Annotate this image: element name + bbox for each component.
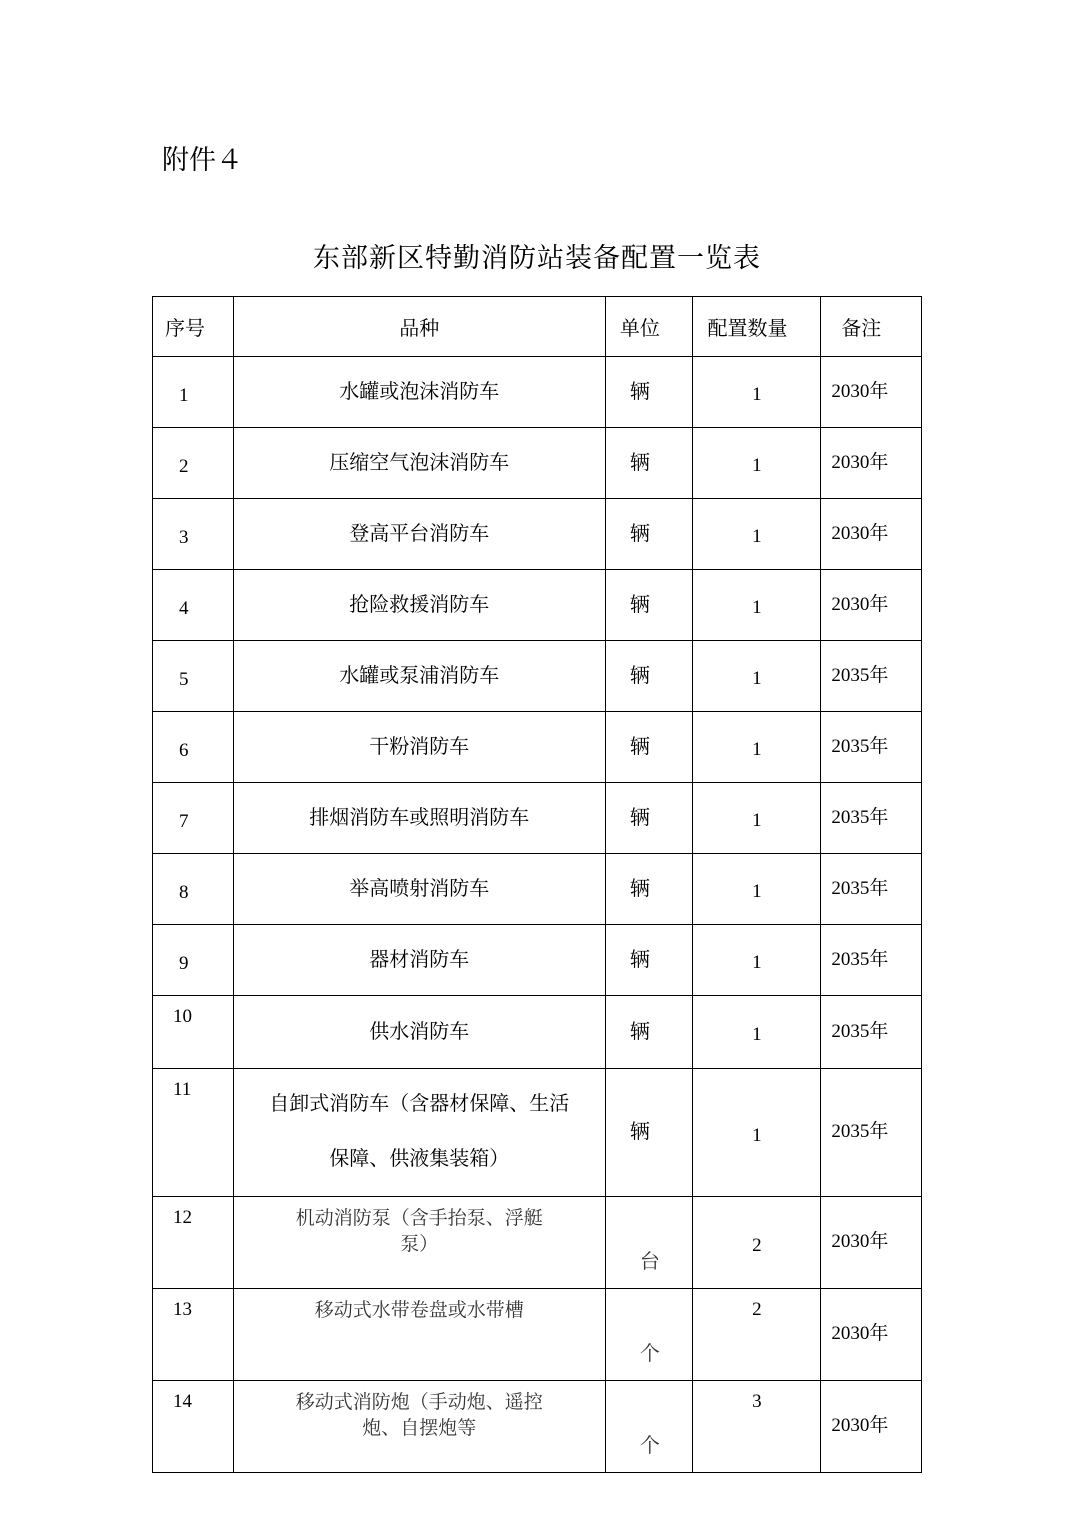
row-unit: 辆	[605, 1069, 693, 1197]
row-no: 11	[153, 1069, 234, 1197]
table-row	[153, 570, 922, 641]
row-name-line: 保障、供液集装箱）	[329, 1145, 510, 1170]
table-row	[153, 1069, 922, 1197]
table-row	[153, 357, 922, 428]
table-row	[153, 925, 922, 996]
row-unit: 辆	[605, 925, 693, 996]
row-note: 2035年	[821, 641, 922, 712]
row-qty: 1	[693, 641, 821, 712]
row-note: 2030年	[821, 1381, 922, 1473]
row-qty: 1	[693, 925, 821, 996]
row-no: 13	[153, 1289, 234, 1381]
row-note: 2030年	[821, 428, 922, 499]
table-row	[153, 1197, 922, 1289]
header-no: 序号	[153, 297, 234, 357]
row-qty: 1	[693, 854, 821, 925]
row-note: 2030年	[821, 570, 922, 641]
row-no: 10	[153, 996, 234, 1069]
row-name: 举高喷射消防车	[233, 854, 605, 925]
row-no: 14	[153, 1381, 234, 1473]
row-qty: 1	[693, 357, 821, 428]
table-row	[153, 1381, 922, 1473]
header-name: 品种	[233, 297, 605, 357]
row-note: 2035年	[821, 1069, 922, 1197]
row-no: 9	[153, 925, 234, 996]
row-name: 水罐或泵浦消防车	[233, 641, 605, 712]
table-row	[153, 996, 922, 1069]
row-unit: 辆	[605, 996, 693, 1069]
row-name	[233, 1381, 605, 1473]
row-unit: 辆	[605, 499, 693, 570]
row-qty: 1	[693, 570, 821, 641]
row-qty: 3	[693, 1381, 821, 1473]
row-name-line: 自卸式消防车（含器材保障、生活	[269, 1090, 570, 1115]
row-no: 6	[153, 712, 234, 783]
row-name-line: 泵）	[400, 1233, 439, 1255]
row-no: 1	[153, 357, 234, 428]
table-row	[153, 499, 922, 570]
row-qty: 1	[693, 499, 821, 570]
row-unit: 个	[605, 1289, 693, 1381]
table-row	[153, 783, 922, 854]
row-no: 2	[153, 428, 234, 499]
row-no: 8	[153, 854, 234, 925]
table-row	[153, 712, 922, 783]
row-unit: 辆	[605, 428, 693, 499]
row-name: 水罐或泡沫消防车	[233, 357, 605, 428]
table-row	[153, 854, 922, 925]
table-row	[153, 641, 922, 712]
row-no: 12	[153, 1197, 234, 1289]
row-qty: 1	[693, 1069, 821, 1197]
row-name: 登高平台消防车	[233, 499, 605, 570]
row-qty: 1	[693, 428, 821, 499]
row-name: 器材消防车	[233, 925, 605, 996]
row-unit: 辆	[605, 357, 693, 428]
row-note: 2035年	[821, 783, 922, 854]
row-name: 排烟消防车或照明消防车	[233, 783, 605, 854]
row-name: 移动式水带卷盘或水带槽	[233, 1289, 605, 1381]
row-note: 2030年	[821, 1289, 922, 1381]
row-name: 压缩空气泡沫消防车	[233, 428, 605, 499]
row-name-line: 移动式消防炮（手动炮、遥控	[295, 1391, 543, 1413]
row-name: 干粉消防车	[233, 712, 605, 783]
row-name-line: 机动消防泵（含手抬泵、浮艇	[295, 1207, 543, 1229]
row-no: 5	[153, 641, 234, 712]
row-note: 2030年	[821, 499, 922, 570]
row-note: 2035年	[821, 854, 922, 925]
row-no: 4	[153, 570, 234, 641]
row-note: 2035年	[821, 712, 922, 783]
row-unit: 辆	[605, 854, 693, 925]
row-unit: 辆	[605, 570, 693, 641]
header-note: 备注	[821, 297, 922, 357]
table-row	[153, 428, 922, 499]
row-unit: 个	[605, 1381, 693, 1473]
equipment-table	[152, 296, 922, 1473]
row-name: 抢险救援消防车	[233, 570, 605, 641]
row-unit: 辆	[605, 641, 693, 712]
row-no: 7	[153, 783, 234, 854]
row-name-line: 炮、自摆炮等	[362, 1417, 477, 1439]
row-name	[233, 1069, 605, 1197]
row-unit: 辆	[605, 712, 693, 783]
header-unit: 单位	[605, 297, 693, 357]
row-unit: 辆	[605, 783, 693, 854]
row-unit: 台	[605, 1197, 693, 1289]
row-no: 3	[153, 499, 234, 570]
row-name	[233, 1197, 605, 1289]
row-qty: 2	[693, 1289, 821, 1381]
row-note: 2035年	[821, 925, 922, 996]
attachment-label: 附件４	[162, 145, 243, 176]
row-qty: 1	[693, 996, 821, 1069]
row-note: 2035年	[821, 996, 922, 1069]
table-row	[153, 1289, 922, 1381]
row-qty: 2	[693, 1197, 821, 1289]
header-qty: 配置数量	[693, 297, 821, 357]
row-name: 供水消防车	[233, 996, 605, 1069]
row-note: 2030年	[821, 357, 922, 428]
row-note: 2030年	[821, 1197, 922, 1289]
row-qty: 1	[693, 712, 821, 783]
document-title: 东部新区特勤消防站装备配置一览表	[313, 243, 761, 274]
row-qty: 1	[693, 783, 821, 854]
table-header-row	[153, 297, 922, 357]
